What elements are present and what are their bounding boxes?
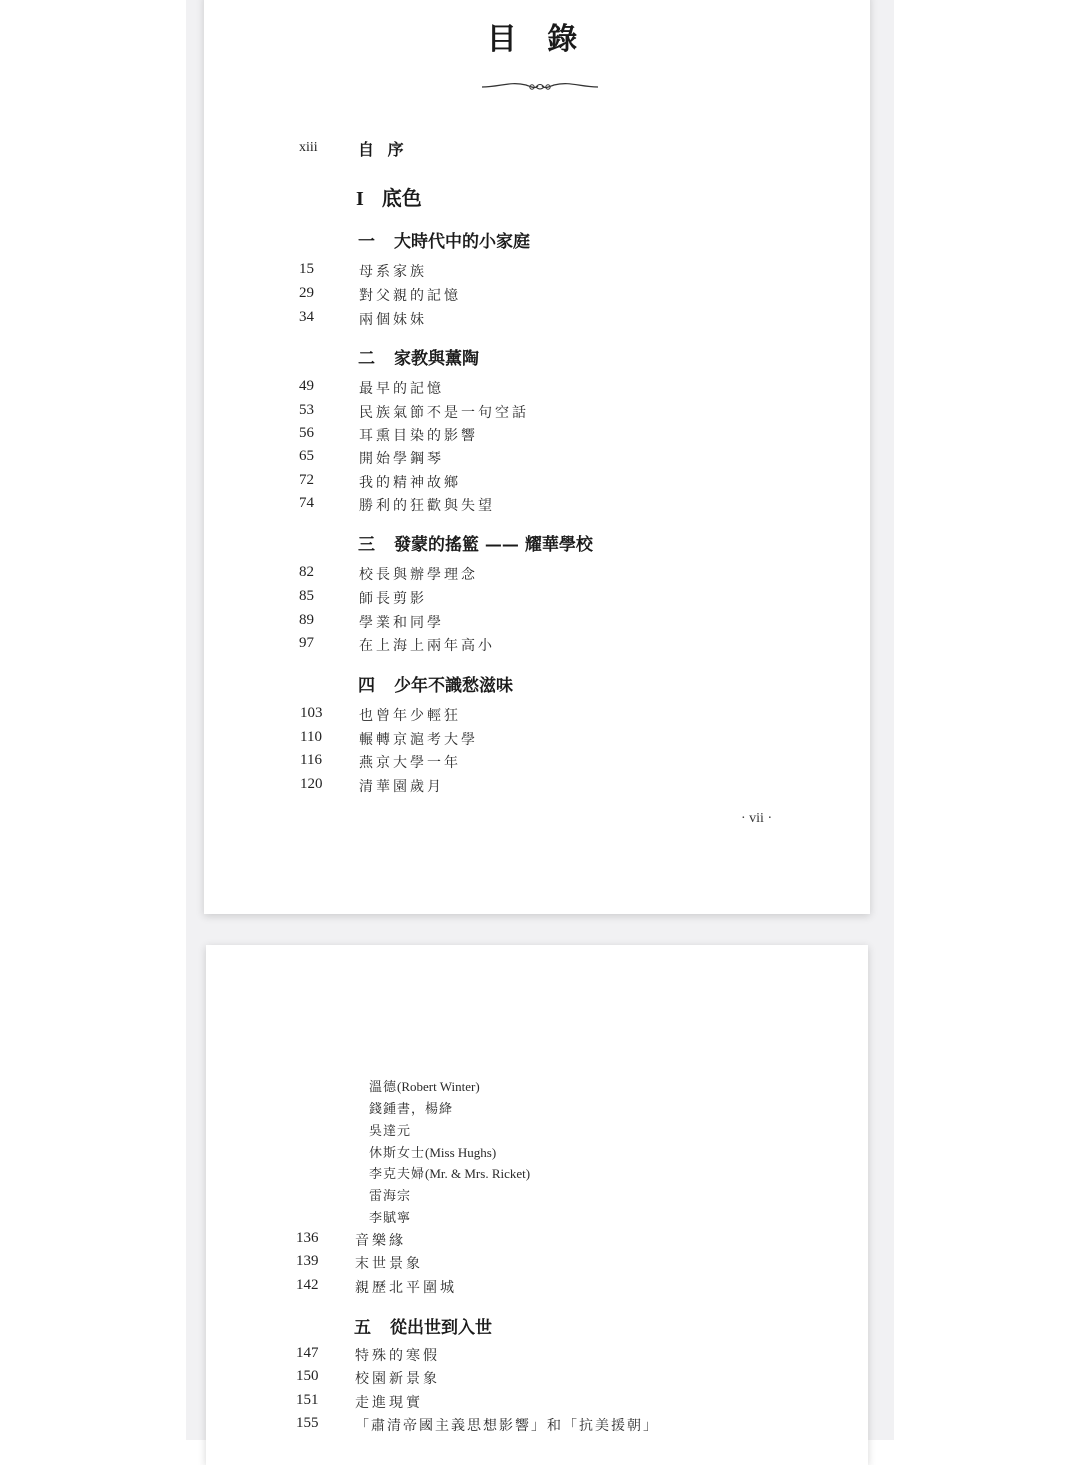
sub-entry-name: 吳達元 <box>369 1124 412 1139</box>
sub-entry[interactable] <box>369 1207 411 1226</box>
chapter-title: 家教與薰陶 <box>394 349 479 369</box>
preface-entry[interactable]: 自 序 <box>358 140 408 159</box>
chapter-title: 發蒙的搖籃 —— 耀華學校 <box>394 535 593 555</box>
chapter-title: 大時代中的小家庭 <box>394 232 530 252</box>
toc-entry[interactable]: 母系家族 <box>359 264 427 280</box>
chapter-title: 少年不識愁滋味 <box>394 676 513 696</box>
toc-entry[interactable]: 開始學鋼琴 <box>359 451 444 467</box>
sub-entry[interactable] <box>369 1076 480 1095</box>
toc-entry[interactable]: 民族氣節不是一句空話 <box>359 405 529 421</box>
entry-page-number: 116 <box>300 752 322 768</box>
entry-page-number: 34 <box>299 309 314 325</box>
sub-entry-latin-name: (Miss Hughs) <box>425 1145 497 1160</box>
entry-page-number: 110 <box>300 729 322 745</box>
toc-entry[interactable]: 師長剪影 <box>359 591 427 607</box>
toc-entry[interactable]: 燕京大學一年 <box>359 755 461 771</box>
sub-entry[interactable] <box>369 1185 411 1204</box>
entry-page-number: 72 <box>299 472 314 488</box>
toc-entry[interactable]: 親歷北平圍城 <box>355 1280 457 1296</box>
page-folio: · vii · <box>741 811 773 826</box>
toc-entry[interactable]: 清華園歲月 <box>359 779 444 795</box>
entry-page-number: 65 <box>299 448 314 464</box>
entry-page-number: 136 <box>296 1230 319 1246</box>
entry-page-number: 89 <box>299 612 314 628</box>
chapter-number: 三 <box>358 535 375 555</box>
chapter-heading-2[interactable] <box>358 344 479 369</box>
toc-entry[interactable]: 對父親的記憶 <box>359 288 461 304</box>
sub-entry-name: 休斯女士 <box>369 1146 426 1161</box>
toc-page-2 <box>206 945 868 1465</box>
entry-page-number: 82 <box>299 564 314 580</box>
chapter-heading-3[interactable] <box>358 530 593 555</box>
toc-entry[interactable]: 耳熏目染的影響 <box>359 428 478 444</box>
chapter-heading-1[interactable] <box>358 227 530 252</box>
toc-entry[interactable]: 末世景象 <box>355 1256 423 1272</box>
chapter-heading-5[interactable] <box>354 1313 492 1338</box>
entry-page-number: 49 <box>299 378 314 394</box>
toc-entry[interactable]: 勝利的狂歡與失望 <box>359 498 495 514</box>
chapter-heading-4[interactable] <box>358 671 513 696</box>
toc-entry[interactable]: 在上海上兩年高小 <box>359 638 495 654</box>
chapter-number: 五 <box>354 1318 371 1338</box>
toc-entry[interactable]: 我的精神故鄉 <box>359 475 461 491</box>
entry-page-number: 97 <box>299 635 314 651</box>
entry-page-number: 29 <box>299 285 314 301</box>
toc-entry[interactable]: 「肅清帝國主義思想影響」和「抗美援朝」 <box>355 1418 659 1434</box>
toc-entry[interactable]: 走進現實 <box>355 1395 423 1411</box>
toc-entry[interactable]: 特殊的寒假 <box>355 1348 440 1364</box>
entry-page-number: 155 <box>296 1415 319 1431</box>
entry-page-number: 142 <box>296 1277 319 1293</box>
sub-entry[interactable] <box>369 1142 496 1161</box>
sub-entry-name: 李克夫婦 <box>369 1167 426 1182</box>
entry-page-number: 85 <box>299 588 314 604</box>
part-roman-numeral: I <box>356 188 364 210</box>
entry-page-number: 56 <box>299 425 314 441</box>
chapter-title: 從出世到入世 <box>390 1318 492 1338</box>
part-heading <box>356 182 422 211</box>
preface-page-number: xiii <box>299 140 318 155</box>
entry-page-number: 15 <box>299 261 314 277</box>
sub-entry-latin-name: (Robert Winter) <box>397 1079 480 1094</box>
sub-entry[interactable] <box>369 1163 530 1182</box>
entry-page-number: 151 <box>296 1392 319 1408</box>
sub-entry[interactable] <box>369 1120 411 1139</box>
toc-entry[interactable]: 校園新景象 <box>355 1371 440 1387</box>
sub-entry-name: 溫德 <box>369 1080 398 1095</box>
entry-page-number: 150 <box>296 1368 319 1384</box>
toc-entry[interactable]: 也曾年少輕狂 <box>359 708 461 724</box>
sub-entry-name: 李賦寧 <box>369 1211 412 1226</box>
sub-entry-name: 錢鍾書，楊絳 <box>369 1102 454 1117</box>
sub-entry-name: 雷海宗 <box>369 1189 412 1204</box>
toc-entry[interactable]: 音樂緣 <box>355 1233 406 1249</box>
chapter-number: 二 <box>358 349 375 369</box>
entry-page-number: 139 <box>296 1253 319 1269</box>
entry-page-number: 74 <box>299 495 314 511</box>
entry-page-number: 53 <box>299 402 314 418</box>
chapter-number: 四 <box>358 676 375 696</box>
entry-page-number: 147 <box>296 1345 319 1361</box>
toc-entry[interactable]: 最早的記憶 <box>359 381 444 397</box>
toc-entry[interactable]: 校長與辦學理念 <box>359 567 478 583</box>
chapter-number: 一 <box>358 232 375 252</box>
sub-entry[interactable] <box>369 1098 453 1117</box>
toc-title: 目 錄 <box>486 22 588 57</box>
part-title: 底色 <box>381 186 422 210</box>
toc-entry[interactable]: 兩個妹妹 <box>359 312 427 328</box>
toc-entry[interactable]: 輾轉京滬考大學 <box>359 732 478 748</box>
toc-entry[interactable]: 學業和同學 <box>359 615 444 631</box>
toc-page-1 <box>204 0 870 914</box>
sub-entry-latin-name: (Mr. & Mrs. Ricket) <box>425 1166 531 1181</box>
entry-page-number: 120 <box>300 776 323 792</box>
entry-page-number: 103 <box>300 705 323 721</box>
flourish-ornament-icon <box>480 77 600 95</box>
